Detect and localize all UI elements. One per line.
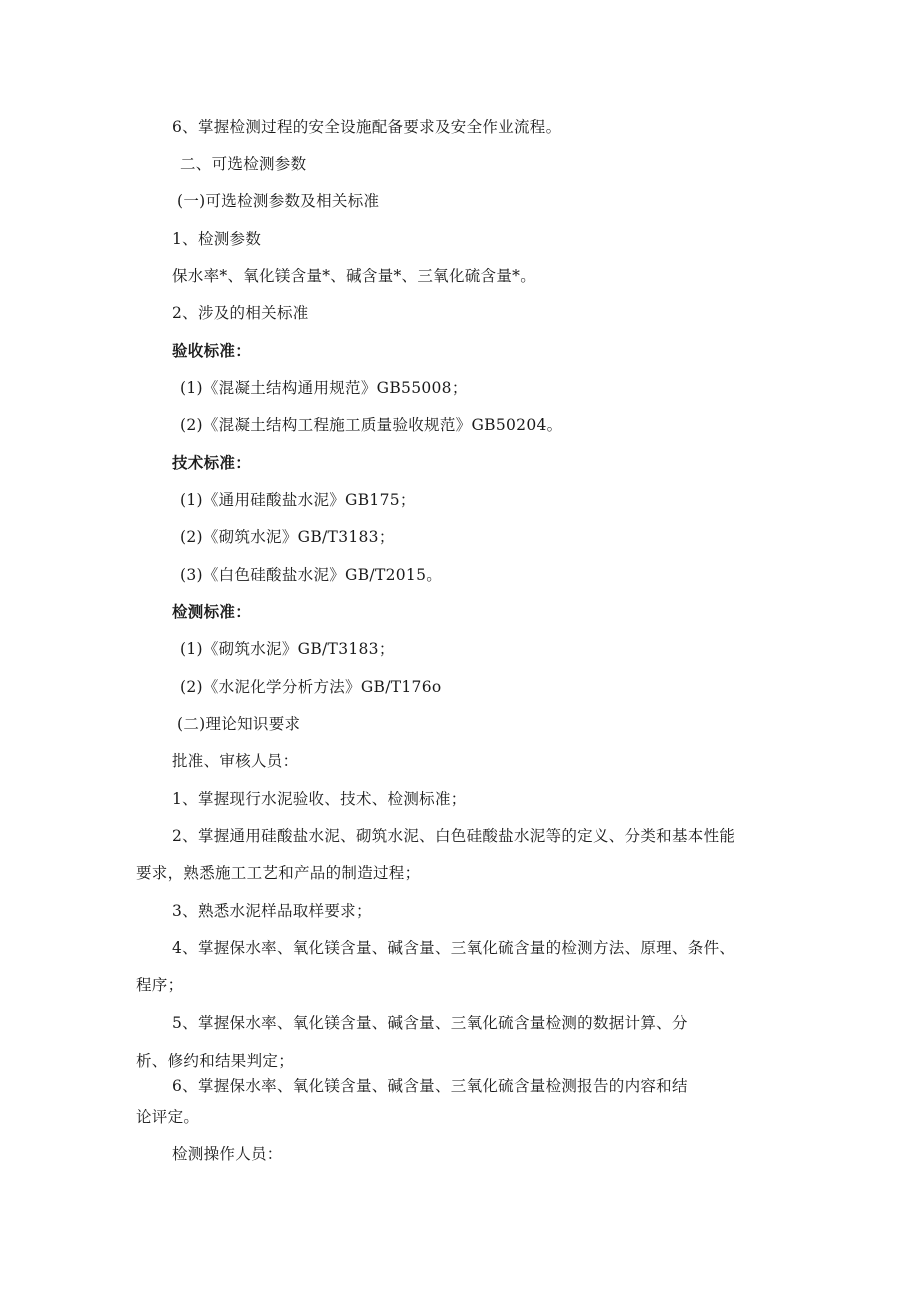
testing-standards-label: 检测标准： bbox=[172, 603, 252, 621]
requirement-item-continued: 程序； bbox=[136, 976, 184, 994]
standard-item: (3)《白色硅酸盐水泥》GB/T2015。 bbox=[180, 566, 443, 584]
role-heading-operators: 检测操作人员： bbox=[172, 1145, 283, 1163]
standard-item: (1)《通用硅酸盐水泥》GB175； bbox=[180, 491, 416, 509]
subsection-heading-params-standards: (一)可选检测参数及相关标准 bbox=[177, 192, 380, 210]
requirement-item: 2、掌握通用硅酸盐水泥、砌筑水泥、白色硅酸盐水泥等的定义、分类和基本性能 bbox=[172, 827, 736, 845]
test-params-list: 保水率*、氧化镁含量*、碱含量*、三氧化硫含量*。 bbox=[172, 267, 537, 285]
requirement-item-continued: 论评定。 bbox=[136, 1108, 200, 1126]
acceptance-standards-label: 验收标准： bbox=[172, 342, 252, 360]
item-heading-test-params: 1、检测参数 bbox=[172, 230, 262, 248]
requirement-item-continued: 要求，熟悉施工工艺和产品的制造过程； bbox=[136, 864, 421, 882]
requirement-item: 6、掌握保水率、氧化镁含量、碱含量、三氧化硫含量检测报告的内容和结 bbox=[172, 1077, 688, 1095]
standard-item: (2)《水泥化学分析方法》GB/T176o bbox=[180, 678, 442, 696]
standard-item: (1)《砌筑水泥》GB/T3183； bbox=[180, 640, 395, 658]
safety-requirement-item: 6、掌握检测过程的安全设施配备要求及安全作业流程。 bbox=[172, 118, 562, 136]
requirement-item: 4、掌握保水率、氧化镁含量、碱含量、三氧化硫含量的检测方法、原理、条件、 bbox=[172, 939, 736, 957]
role-heading-approvers: 批准、审核人员： bbox=[172, 752, 299, 770]
requirement-item: 1、掌握现行水泥验收、技术、检测标准； bbox=[172, 790, 467, 808]
standard-item: (2)《砌筑水泥》GB/T3183； bbox=[180, 528, 395, 546]
requirement-item: 5、掌握保水率、氧化镁含量、碱含量、三氧化硫含量检测的数据计算、分 bbox=[172, 1014, 688, 1032]
standard-item: (1)《混凝土结构通用规范》GB55008； bbox=[180, 379, 468, 397]
subsection-heading-theory: (二)理论知识要求 bbox=[177, 715, 301, 733]
requirement-item-continued: 析、修约和结果判定； bbox=[136, 1052, 295, 1070]
section-heading-optional-params: 二、可选检测参数 bbox=[180, 155, 307, 173]
standard-item: (2)《混凝土结构工程施工质量验收规范》GB50204。 bbox=[180, 416, 563, 434]
requirement-item: 3、熟悉水泥样品取样要求； bbox=[172, 902, 372, 920]
item-heading-related-standards: 2、涉及的相关标准 bbox=[172, 304, 309, 322]
technical-standards-label: 技术标准： bbox=[172, 454, 252, 472]
